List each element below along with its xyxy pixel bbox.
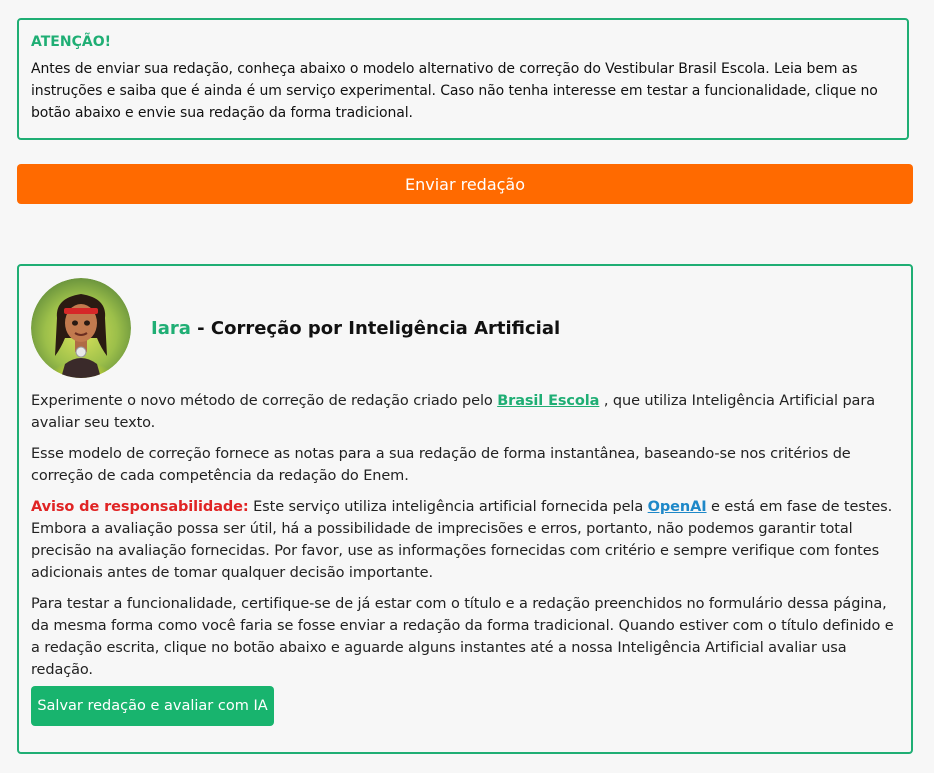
intro-text-after: , que utiliza Inteligência Artificial para avaliar seu texto. [31, 393, 875, 431]
disclaimer-paragraph [31, 496, 903, 584]
disclaimer-label: Aviso de responsabilidade: [31, 499, 249, 515]
card-body [31, 390, 903, 690]
disclaimer-text-after: e está em fase de testes. Embora a avaliação possa ser útil, há a possibilidade de imprecisões e erros, portanto, não podemos garantir total precisão na avaliação fornecidas. Por favor, use as informações fornecidas com critério e sempre verifique com fontes adicionais antes de tomar qualquer decisão importante. [31, 499, 893, 581]
intro-text-before: Experimente o novo método de correção de redação criado pelo [31, 393, 498, 409]
disclaimer-text-before: Este serviço utiliza inteligência artificial fornecida pela [248, 499, 648, 515]
card-title [151, 318, 560, 339]
iara-avatar-svg [31, 278, 131, 378]
save-and-evaluate-button[interactable]: Salvar redação e avaliar com IA [31, 686, 274, 726]
attention-title: ATENÇÃO! [31, 34, 111, 50]
iara-avatar-icon [31, 278, 131, 378]
assistant-name: Iara [151, 318, 191, 339]
brasil-escola-link[interactable]: Brasil Escola [497, 393, 600, 409]
send-essay-button[interactable]: Enviar redação [17, 164, 913, 204]
card-title-text: - Correção por Inteligência Artificial [190, 318, 561, 339]
model-paragraph: Esse modelo de correção fornece as notas para a sua redação de forma instantânea, baseando-se nos critérios de correção de cada competência da redação do Enem. [31, 446, 851, 484]
ai-correction-card [17, 264, 913, 754]
attention-box [17, 18, 909, 140]
intro-paragraph [31, 390, 903, 434]
openai-link[interactable]: OpenAI [647, 499, 707, 515]
attention-text: Antes de enviar sua redação, conheça abaixo o modelo alternativo de correção do Vestibular Brasil Escola. Leia bem as instruções e saiba que é ainda é um serviço experimental. Caso não tenha interesse em testar a funcionalidade, clique no botão abaixo e envie sua redação da forma tradicional. [31, 61, 878, 121]
instructions-paragraph: Para testar a funcionalidade, certifique-se de já estar com o título e a redação preenchidos no formulário dessa página, da mesma forma como você faria se fosse enviar a redação da forma tradicional. Quando estiver com o título definido e a redação escrita, clique no botão abaixo e aguarde alguns instantes até a nossa Inteligência Artificial avaliar usa redação. [31, 596, 894, 678]
